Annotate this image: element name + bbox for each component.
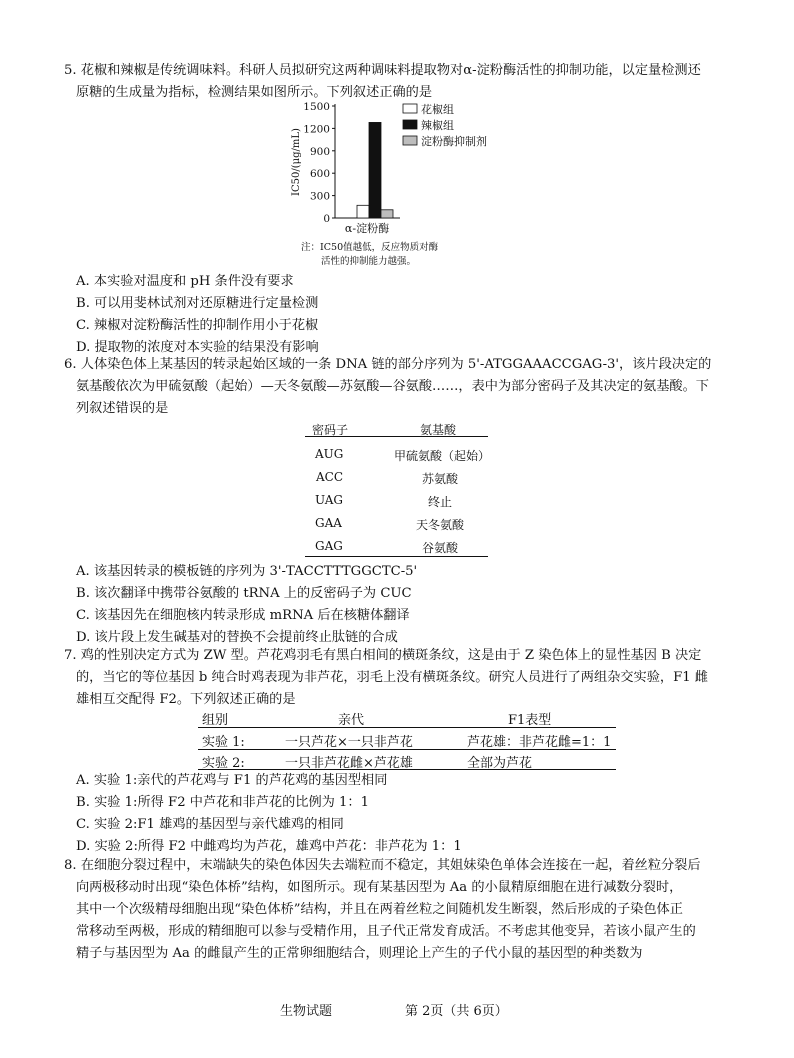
q5-option-d: D. 提取物的浓度对本实验的结果没有影响 bbox=[76, 340, 319, 355]
q6-option-c: C. 该基因先在细胞核内转录形成 mRNA 后在核糖体翻译 bbox=[76, 608, 410, 623]
y-tick-label-2: 900 bbox=[309, 145, 330, 158]
footer-subject: 生物试题 bbox=[280, 1004, 333, 1019]
codon-table-row-4-codon: GAA bbox=[315, 516, 342, 530]
bar-2 bbox=[381, 210, 393, 218]
codon-table-row-2-codon: ACC bbox=[316, 470, 344, 484]
q6-stem-line-3: 列叙述错误的是 bbox=[76, 401, 169, 416]
chart-note-line-2: 活性的抑制能力越强。 bbox=[321, 256, 417, 267]
cross-table-rule-mid bbox=[198, 749, 616, 750]
q7-stem-line-2: 的，当它的等位基因 b 纯合时鸡表现为非芦花，羽毛上没有横斑条纹。研究人员进行了两组杂交实验，F1 雌 bbox=[76, 670, 708, 685]
codon-table-row-4-amino: 天冬氨酸 bbox=[416, 518, 465, 532]
cross-table-header-parents: 亲代 bbox=[338, 713, 365, 728]
y-tick-label-3: 600 bbox=[309, 168, 330, 181]
legend-swatch-1 bbox=[403, 120, 417, 129]
q6-option-b: B. 该次翻译中携带谷氨酸的 tRNA 上的反密码子为 CUC bbox=[76, 586, 412, 601]
codon-table-row-5-amino: 谷氨酸 bbox=[422, 541, 459, 555]
legend-swatch-2 bbox=[403, 136, 417, 145]
y-tick-label-5: 0 bbox=[323, 213, 330, 225]
q6-option-d: D. 该片段上发生碱基对的替换不会提前终止肽链的合成 bbox=[76, 630, 398, 645]
q5-option-c: C. 辣椒对淀粉酶活性的抑制作用小于花椒 bbox=[76, 318, 319, 333]
q5-stem-line-1: 5. 花椒和辣椒是传统调味料。科研人员拟研究这两种调味料提取物对α-淀粉酶活性的抑制功能，以定量检测还 bbox=[64, 63, 701, 78]
q7-option-b: B. 实验 1:所得 F2 中芦花和非芦花的比例为 1：1 bbox=[76, 795, 369, 810]
legend-label-2: 淀粉酶抑制剂 bbox=[421, 135, 487, 148]
codon-table-row-1-amino: 甲硫氨酸（起始） bbox=[394, 449, 491, 463]
x-category-label: α-淀粉酶 bbox=[344, 222, 390, 235]
cross-table-row-1-f1: 芦花雄：非芦花雌=1：1 bbox=[467, 735, 612, 750]
cross-table-row-1-group: 实验 1: bbox=[202, 735, 245, 750]
codon-table-row-3-amino: 终止 bbox=[428, 495, 453, 509]
q6-stem-line-2: 氨基酸依次为甲硫氨酸（起始）—天冬氨酸—苏氨酸—谷氨酸……，表中为部分密码子及其决定的氨基酸。下 bbox=[76, 379, 709, 394]
codon-table-row-5-codon: GAG bbox=[315, 539, 343, 553]
q7-stem-line-1: 7. 鸡的性别决定方式为 ZW 型。芦花鸡羽毛有黑白相间的横斑条纹，这是由于 Z 染色体上的显性基因 B 决定 bbox=[64, 648, 702, 663]
q8-stem-line-5: 精子与基因型为 Aa 的雌鼠产生的正常卵细胞结合，则理论上产生的子代小鼠的基因型的种类数为 bbox=[76, 946, 643, 961]
cross-table-header-group: 组别 bbox=[202, 713, 229, 728]
chart-note-line-1: 注：IC50值越低，反应物质对酶 bbox=[301, 242, 439, 253]
codon-table-rule-bottom bbox=[305, 556, 488, 557]
y-tick-label-1: 1200 bbox=[303, 123, 330, 136]
codon-table-header-amino: 氨基酸 bbox=[420, 423, 457, 437]
q8-stem-line-4: 常移动至两极，形成的精细胞可以参与受精作用，且子代正常发育成活。不考虑其他变异，若该小鼠产生的 bbox=[76, 924, 696, 939]
q5-option-b: B. 可以用斐林试剂对还原糖进行定量检测 bbox=[76, 296, 319, 311]
cross-table-row-2-f1: 全部为芦花 bbox=[467, 756, 533, 771]
q5-option-a: A. 本实验对温度和 pH 条件没有要求 bbox=[76, 274, 294, 289]
q7-option-a: A. 实验 1:亲代的芦花鸡与 F1 的芦花鸡的基因型相同 bbox=[76, 773, 388, 788]
q5-stem-line-2: 原糖的生成量为指标，检测结果如图所示。下列叙述正确的是 bbox=[76, 85, 433, 100]
legend-label-0: 花椒组 bbox=[421, 103, 454, 116]
cross-table-row-2-parents: 一只非芦花雌×芦花雄 bbox=[285, 756, 413, 771]
q7-option-c: C. 实验 2:F1 雄鸡的基因型与亲代雄鸡的相同 bbox=[76, 817, 344, 832]
codon-table-header-codon: 密码子 bbox=[312, 423, 349, 437]
bar-1 bbox=[369, 122, 381, 218]
legend-label-1: 辣椒组 bbox=[421, 119, 454, 132]
cross-table-header-f1: F1表型 bbox=[508, 713, 552, 728]
y-axis-label: IC50/(μg/mL) bbox=[291, 128, 302, 196]
cross-table-row-1-parents: 一只芦花×一只非芦花 bbox=[285, 735, 413, 750]
q7-option-d: D. 实验 2:所得 F2 中雌鸡均为芦花，雄鸡中芦花：非芦花为 1：1 bbox=[76, 839, 462, 854]
q8-stem-line-3: 其中一个次级精母细胞出现“染色体桥”结构，并且在两着丝粒之间随机发生断裂，然后形成的子染色体正 bbox=[76, 902, 683, 917]
cross-table-row-2-group: 实验 2: bbox=[202, 756, 245, 771]
y-tick-label-0: 1500 bbox=[303, 101, 330, 113]
y-tick-label-4: 300 bbox=[309, 190, 330, 203]
q5-bar-chart bbox=[285, 98, 525, 278]
footer-page-number: 第 2页（共 6页） bbox=[405, 1004, 508, 1019]
bar-0 bbox=[357, 205, 369, 218]
q8-stem-line-1: 8. 在细胞分裂过程中，末端缺失的染色体因失去端粒而不稳定，其姐妹染色单体会连接在一起，着丝粒分裂后 bbox=[64, 858, 701, 873]
codon-table-row-2-amino: 苏氨酸 bbox=[422, 472, 459, 486]
q7-stem-line-3: 雄相互交配得 F2。下列叙述正确的是 bbox=[76, 692, 296, 707]
legend-swatch-0 bbox=[403, 104, 417, 113]
codon-table-row-1-codon: AUG bbox=[315, 447, 344, 461]
q6-stem-line-1: 6. 人体染色体上某基因的转录起始区域的一条 DNA 链的部分序列为 5'-ATGGAAACCGAG-3'，该片段决定的 bbox=[64, 357, 712, 372]
codon-table-row-3-codon: UAG bbox=[315, 493, 343, 507]
q8-stem-line-2: 向两极移动时出现“染色体桥”结构，如图所示。现有某基因型为 Aa 的小鼠精原细胞在进行减数分裂时， bbox=[76, 880, 683, 895]
cross-table-rule-header bbox=[198, 727, 616, 728]
q6-option-a: A. 该基因转录的模板链的序列为 3'-TACCTTTGGCTC-5' bbox=[76, 564, 418, 579]
